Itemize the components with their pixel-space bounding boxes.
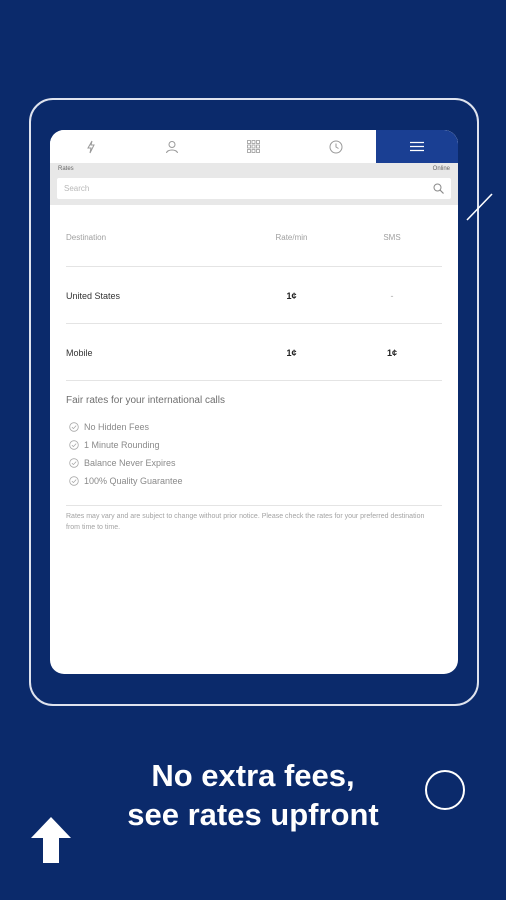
check-circle-icon (69, 422, 79, 432)
feature-label: 1 Minute Rounding (84, 440, 160, 450)
check-circle-icon (69, 476, 79, 486)
rates-disclaimer: Rates may vary and are subject to change without prior notice. Please check the rates for your preferred destination from time to time. (66, 513, 425, 531)
headline-line-2: see rates upfront (127, 797, 379, 832)
person-icon (165, 140, 179, 154)
decorative-slash (466, 192, 494, 222)
menu-icon (410, 141, 424, 152)
table-row[interactable] (66, 267, 442, 324)
feature-label: No Hidden Fees (84, 422, 150, 432)
check-circle-icon (69, 458, 79, 468)
feature-item (66, 418, 442, 436)
feature-item (66, 472, 442, 490)
arrow-up-icon (30, 816, 72, 864)
status-row (50, 163, 458, 175)
tab-bar (50, 130, 458, 163)
rates-content (50, 205, 458, 533)
tab-calls[interactable] (50, 130, 132, 163)
search-bar (50, 175, 458, 205)
table-header (66, 205, 442, 267)
fair-rates-section (66, 381, 442, 490)
tablet-screen (50, 130, 458, 674)
feature-label: Balance Never Expires (84, 458, 176, 468)
tab-history[interactable] (295, 130, 377, 163)
destination-name: Mobile (66, 348, 93, 358)
table-row[interactable] (66, 324, 442, 381)
tab-menu[interactable] (376, 130, 458, 163)
feature-item (66, 436, 442, 454)
section-label: Rates (58, 166, 74, 172)
tab-contacts[interactable] (132, 130, 214, 163)
decorative-circle (425, 770, 465, 810)
sms-value: 1¢ (386, 348, 397, 358)
feature-label: 100% Quality Guarantee (84, 476, 183, 486)
header-sms: SMS (383, 232, 401, 242)
keypad-icon (247, 140, 260, 153)
search-icon[interactable] (433, 183, 444, 194)
header-rate: Rate/min (275, 232, 308, 242)
destination-name: United States (66, 291, 121, 301)
header-destination: Destination (66, 232, 107, 242)
lightning-icon (86, 140, 96, 154)
search-input[interactable] (57, 178, 451, 199)
clock-icon (329, 140, 343, 154)
feature-item (66, 454, 442, 472)
check-circle-icon (69, 440, 79, 450)
sms-value: - (390, 291, 394, 301)
fair-rates-title: Fair rates for your international calls (66, 395, 225, 406)
tab-keypad[interactable] (213, 130, 295, 163)
search-placeholder: Search (64, 184, 90, 193)
rate-value: 1¢ (286, 291, 297, 301)
connection-status: Online (432, 166, 450, 172)
headline-line-1: No extra fees, (151, 758, 355, 793)
rate-value: 1¢ (286, 348, 297, 358)
